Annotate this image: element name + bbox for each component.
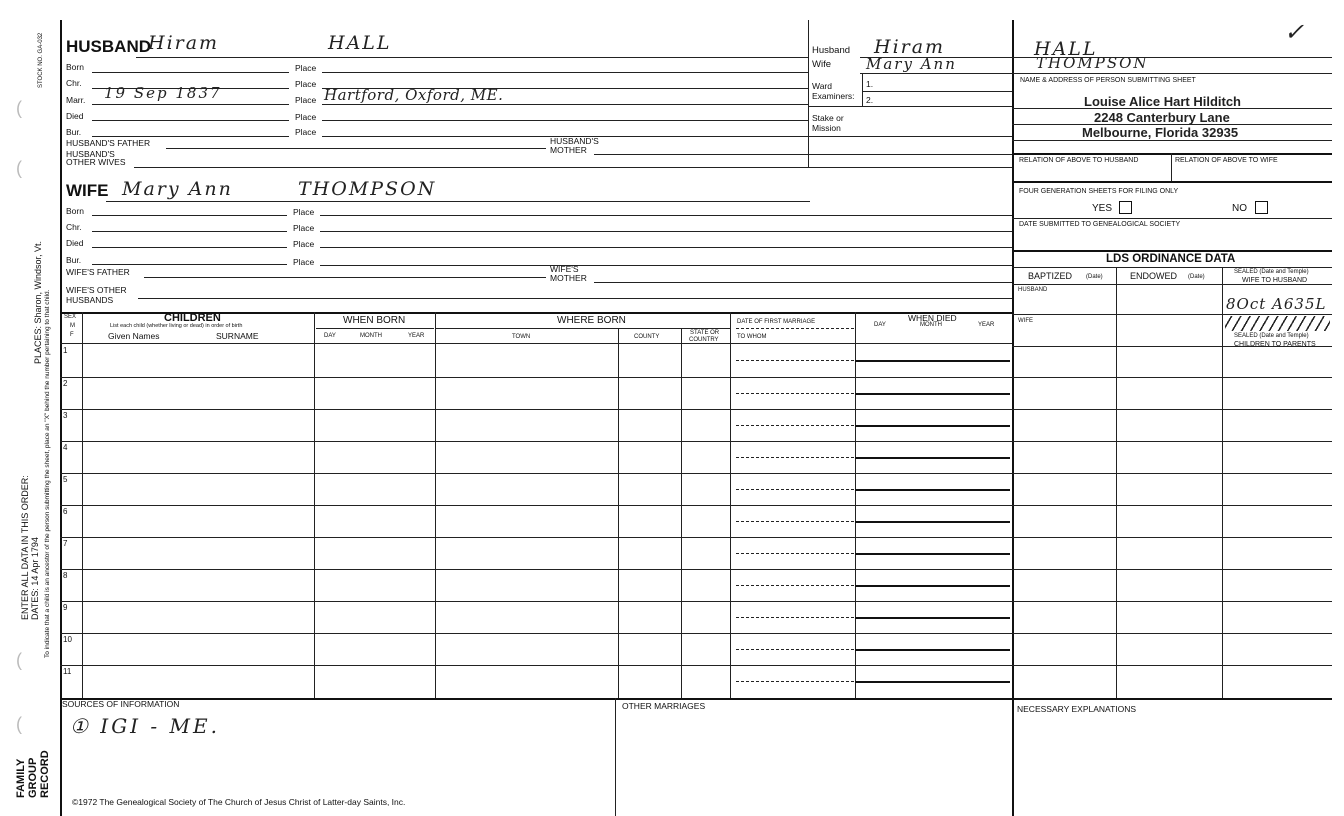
lds-child-row-line [1012, 633, 1332, 634]
sealed-wife-value[interactable]: 8Oct A635L [1226, 295, 1327, 313]
husbands-other-wives-label-2: OTHER WIVES [66, 157, 126, 167]
wife-given-name[interactable]: Mary Ann [122, 178, 233, 200]
husband-died-place-label: Place [295, 112, 317, 122]
husbands-other-wives-line [134, 167, 1012, 168]
other-marriages-label: OTHER MARRIAGES [622, 701, 706, 711]
sources-divider [615, 698, 616, 816]
side-places-instruction: PLACES: Sharon, Windsor, Vt. [33, 240, 43, 364]
lds-child-row-line [1012, 665, 1332, 666]
submitter-name[interactable]: Louise Alice Hart Hilditch [1084, 94, 1241, 109]
form-title-group: GROUP [27, 757, 39, 798]
relation-divider [1171, 153, 1172, 181]
where-born-subline [436, 328, 730, 329]
right-wife-line [860, 73, 1332, 74]
died-month-label: MONTH [920, 322, 942, 328]
when-died-label: WHEN DIED [908, 313, 957, 323]
lds-header-line [1012, 267, 1332, 268]
child-row-number: 9 [63, 603, 68, 612]
lds-col-divider-2 [1222, 267, 1223, 699]
submitter-street[interactable]: 2248 Canterbury Lane [1094, 110, 1230, 125]
husband-died-line [92, 120, 289, 121]
child-row-line [60, 505, 1012, 506]
husband-died-label: Died [66, 111, 84, 121]
husband-given-name[interactable]: Hiram [148, 32, 220, 54]
child-died-line [855, 521, 1010, 523]
wife-died-place-line [320, 247, 1012, 248]
child-marriage-date-dash [736, 553, 854, 554]
lds-child-row-line [1012, 537, 1332, 538]
lds-child-row-line [1012, 377, 1332, 378]
wife-bur-place-line [320, 265, 1012, 266]
to-whom-label: TO WHOM [737, 334, 767, 340]
where-born-label: WHERE BORN [557, 315, 626, 326]
yes-checkbox[interactable] [1119, 201, 1132, 214]
col-county-divider [681, 328, 682, 699]
wife-died-label: Died [66, 238, 84, 248]
child-died-line [855, 457, 1010, 459]
lds-top-line [1012, 250, 1332, 252]
child-row-line [60, 537, 1012, 538]
husbands-mother-label-1: HUSBAND'S [550, 136, 599, 146]
lds-husband-bottom-line [1012, 314, 1332, 315]
submitter-label: NAME & ADDRESS OF PERSON SUBMITTING SHEET [1020, 77, 1196, 84]
child-row-number: 6 [63, 507, 68, 516]
marriage-line [92, 104, 289, 105]
wife-bur-line [92, 264, 287, 265]
mission-label: Mission [812, 123, 841, 133]
check-mark: ✓ [1284, 18, 1305, 46]
child-row-line [60, 377, 1012, 378]
examiner-2-label: 2. [866, 95, 874, 105]
right-husband-surname[interactable]: HALL [1034, 38, 1098, 60]
baptized-label: BAPTIZED [1028, 271, 1073, 281]
sealed-children-label-2: CHILDREN TO PARENTS [1234, 341, 1316, 348]
baptized-date-label: (Date) [1086, 274, 1103, 280]
husbands-father-line [166, 148, 546, 149]
wifes-mother-label-1: WIFE'S [550, 264, 579, 274]
lds-subheader-line [1012, 284, 1332, 285]
endowed-date-label: (Date) [1188, 274, 1205, 280]
wifes-mother-line [594, 282, 1012, 283]
given-names-label: Given Names [108, 331, 160, 341]
right-husband-label: Husband [812, 45, 851, 56]
sealed-wife-hatched-area [1225, 316, 1330, 331]
husband-surname[interactable]: HALL [328, 32, 392, 54]
husbands-mother-line [594, 154, 1012, 155]
husband-chr-label: Chr. [66, 78, 82, 88]
child-died-line [855, 553, 1010, 555]
wife-died-line [92, 247, 287, 248]
child-died-line [855, 681, 1010, 683]
child-died-line [855, 425, 1010, 427]
surname-label: SURNAME [216, 331, 259, 341]
first-marriage-label: DATE OF FIRST MARRIAGE [737, 319, 816, 325]
child-died-line [855, 617, 1010, 619]
wifes-other-husbands-label-1: WIFE'S OTHER [66, 285, 127, 295]
side-dates-instruction: DATES: 14 Apr 1794 [30, 537, 40, 620]
died-day-label: DAY [874, 322, 886, 328]
wifes-other-husbands-line [138, 298, 1012, 299]
husband-bur-place-label: Place [295, 127, 317, 137]
right-wife-given[interactable]: Mary Ann [866, 55, 957, 73]
child-marriage-date-dash [736, 425, 854, 426]
lds-husband-label: HUSBAND [1018, 287, 1048, 293]
husband-bur-label: Bur. [66, 127, 82, 137]
binder-hole-mark: ( [16, 714, 22, 734]
wife-name-line [106, 201, 810, 202]
sources-value[interactable]: ① IGI - ME. [70, 714, 220, 738]
first-marriage-dash [736, 328, 854, 329]
wife-bur-place-label: Place [293, 257, 315, 267]
husbands-mother-label-2: MOTHER [550, 145, 587, 155]
town-label: TOWN [512, 334, 531, 340]
child-marriage-date-dash [736, 393, 854, 394]
date-submitted-label: DATE SUBMITTED TO GENEALOGICAL SOCIETY [1019, 221, 1181, 228]
husband-born-place-label: Place [295, 63, 317, 73]
child-row-line [60, 601, 1012, 602]
child-row-number: 4 [63, 443, 68, 452]
marriage-place-label: Place [295, 95, 317, 105]
marriage-label: Marr. [66, 95, 86, 105]
four-gen-label: FOUR GENERATION SHEETS FOR FILING ONLY [1019, 188, 1179, 195]
lds-col-divider-1 [1116, 267, 1117, 699]
necessary-explanations-label: NECESSARY EXPLANATIONS [1017, 704, 1137, 714]
stake-bottom-line [808, 136, 1012, 137]
lds-wife-label: WIFE [1018, 318, 1033, 324]
child-row-number: 7 [63, 539, 68, 548]
husbands-father-label: HUSBAND'S FATHER [66, 138, 151, 148]
born-day-label: DAY [324, 333, 336, 339]
submitter-line-2 [1012, 124, 1332, 125]
sealed-children-label-1: SEALED (Date and Temple) [1234, 333, 1309, 339]
child-marriage-date-dash [736, 649, 854, 650]
lds-child-row-line [1012, 505, 1332, 506]
born-year-label: YEAR [408, 333, 425, 339]
child-row-line [60, 473, 1012, 474]
children-sublabel: List each child (whether living or dead) in order of birth [110, 323, 243, 329]
yes-label: YES [1092, 203, 1113, 214]
wife-born-place-line [320, 215, 1012, 216]
stake-label: Stake or [812, 113, 844, 123]
marriage-place-line [322, 104, 808, 105]
child-marriage-date-dash [736, 360, 854, 361]
marriage-place[interactable]: Hartford, Oxford, ME. [324, 86, 504, 104]
wife-chr-place-label: Place [293, 223, 315, 233]
died-year-label: YEAR [978, 322, 995, 328]
children-header-bottom [60, 343, 1012, 344]
child-died-line [855, 649, 1010, 651]
husband-chr-place-label: Place [295, 79, 317, 89]
right-wife-surname[interactable]: THOMPSON [1036, 54, 1149, 72]
sources-label: SOURCES OF INFORMATION [62, 699, 180, 709]
left-border [60, 20, 62, 816]
examiners-divider [862, 74, 863, 106]
examiner-1-label: 1. [866, 79, 874, 89]
child-marriage-date-dash [736, 457, 854, 458]
ward-box-border [808, 20, 809, 168]
husband-died-place-line [322, 120, 808, 121]
county-label: COUNTY [634, 334, 660, 340]
child-died-line [855, 489, 1010, 491]
marriage-date[interactable]: 19 Sep 1837 [104, 84, 222, 102]
lds-child-row-line [1012, 473, 1332, 474]
sex-f-label: F [70, 332, 74, 338]
husband-bur-line [92, 136, 289, 137]
sex-label: SEX [64, 314, 77, 320]
bottom-section-top [60, 698, 1332, 700]
right-wife-label: Wife [812, 59, 831, 70]
lds-title: LDS ORDINANCE DATA [1106, 253, 1236, 265]
wifes-other-husbands-label-2: HUSBANDS [66, 295, 114, 305]
copyright-notice: ©1972 The Genealogical Society of The Church of Jesus Christ of Latter-day Saints, Inc. [72, 797, 406, 807]
submitter-city[interactable]: Melbourne, Florida 32935 [1082, 125, 1239, 140]
husbands-other-wives-label-1: HUSBAND'S [66, 149, 115, 159]
child-row-number: 3 [63, 411, 68, 420]
wife-born-place-label: Place [293, 207, 315, 217]
relation-top-line [1012, 153, 1332, 155]
examiners-label: Examiners: [812, 91, 855, 101]
wifes-mother-label-2: MOTHER [550, 273, 587, 283]
child-row-number: 2 [63, 379, 68, 388]
ward-bottom-line [808, 106, 1012, 107]
four-gen-top-line [1012, 181, 1332, 183]
born-month-label: MONTH [360, 333, 382, 339]
child-marriage-date-dash [736, 489, 854, 490]
child-row-number: 8 [63, 571, 68, 580]
when-born-label: WHEN BORN [343, 315, 406, 326]
child-died-line [855, 360, 1010, 362]
child-row-number: 11 [63, 667, 72, 676]
child-died-line [855, 585, 1010, 587]
when-born-subline [316, 328, 434, 329]
wife-chr-label: Chr. [66, 222, 82, 232]
sealed-wife-label-2: WIFE TO HUSBAND [1242, 277, 1308, 284]
submitter-line-1 [1012, 108, 1332, 109]
child-marriage-date-dash [736, 617, 854, 618]
wife-died-place-label: Place [293, 239, 315, 249]
lds-child-row-line [1012, 569, 1332, 570]
lds-child-row-line [1012, 441, 1332, 442]
wifes-father-line [144, 277, 546, 278]
husband-born-label: Born [66, 62, 84, 72]
binder-hole-mark: ( [16, 98, 22, 118]
child-row-line [60, 569, 1012, 570]
husband-name-line [136, 57, 808, 58]
wife-chr-place-line [320, 231, 1012, 232]
wife-chr-line [92, 231, 287, 232]
husband-heading: HUSBAND [66, 37, 151, 56]
side-indicate-instruction: To indicate that a child is an ancestor of the person submitting the sheet, place an "X" behind the number pertaining to that child. [44, 289, 51, 658]
child-marriage-date-dash [736, 681, 854, 682]
stock-number: STOCK NO. GA-032 [38, 32, 44, 88]
child-marriage-date-dash [736, 521, 854, 522]
col-town-divider [618, 328, 619, 699]
lds-child-row-line [1012, 409, 1332, 410]
ward-label: Ward [812, 81, 832, 91]
children-heading: CHILDREN [164, 312, 221, 324]
lds-child-row-line [1012, 601, 1332, 602]
binder-hole-mark: ( [16, 650, 22, 670]
relation-wife-label: RELATION OF ABOVE TO WIFE [1175, 157, 1278, 164]
wifes-father-label: WIFE'S FATHER [66, 267, 130, 277]
husband-born-line [92, 72, 289, 73]
state-label-1: STATE OR [690, 330, 720, 336]
child-row-line [60, 633, 1012, 634]
examiner-1-line [862, 91, 1012, 92]
sex-m-label: M [70, 323, 75, 329]
wife-bur-label: Bur. [66, 255, 82, 265]
relation-husband-label: RELATION OF ABOVE TO HUSBAND [1019, 157, 1139, 164]
child-row-number: 5 [63, 475, 68, 484]
submitter-line-3 [1012, 140, 1332, 141]
wife-heading: WIFE [66, 181, 109, 200]
lds-wife-bottom-line [1012, 346, 1332, 347]
wife-born-label: Born [66, 206, 84, 216]
husband-born-place-line [322, 72, 808, 73]
side-enter-instruction: ENTER ALL DATA IN THIS ORDER: [20, 475, 30, 620]
wife-surname[interactable]: THOMPSON [298, 178, 437, 200]
form-title-family: FAMILY [15, 758, 27, 798]
child-row-number: 10 [63, 635, 72, 644]
no-checkbox[interactable] [1255, 201, 1268, 214]
date-submitted-top-line [1012, 218, 1332, 219]
sealed-wife-label-1: SEALED (Date and Temple) [1234, 269, 1309, 275]
no-label: NO [1232, 203, 1247, 214]
form-title-record: RECORD [39, 750, 51, 798]
child-row-line [60, 441, 1012, 442]
endowed-label: ENDOWED [1130, 271, 1177, 281]
state-label-2: COUNTRY [689, 337, 719, 343]
child-row-line [60, 665, 1012, 666]
child-marriage-date-dash [736, 585, 854, 586]
child-row-number: 1 [63, 346, 68, 355]
binder-hole-mark: ( [16, 158, 22, 178]
child-died-line [855, 393, 1010, 395]
wife-born-line [92, 215, 287, 216]
child-row-line [60, 409, 1012, 410]
right-husband-given[interactable]: Hiram [874, 36, 946, 58]
